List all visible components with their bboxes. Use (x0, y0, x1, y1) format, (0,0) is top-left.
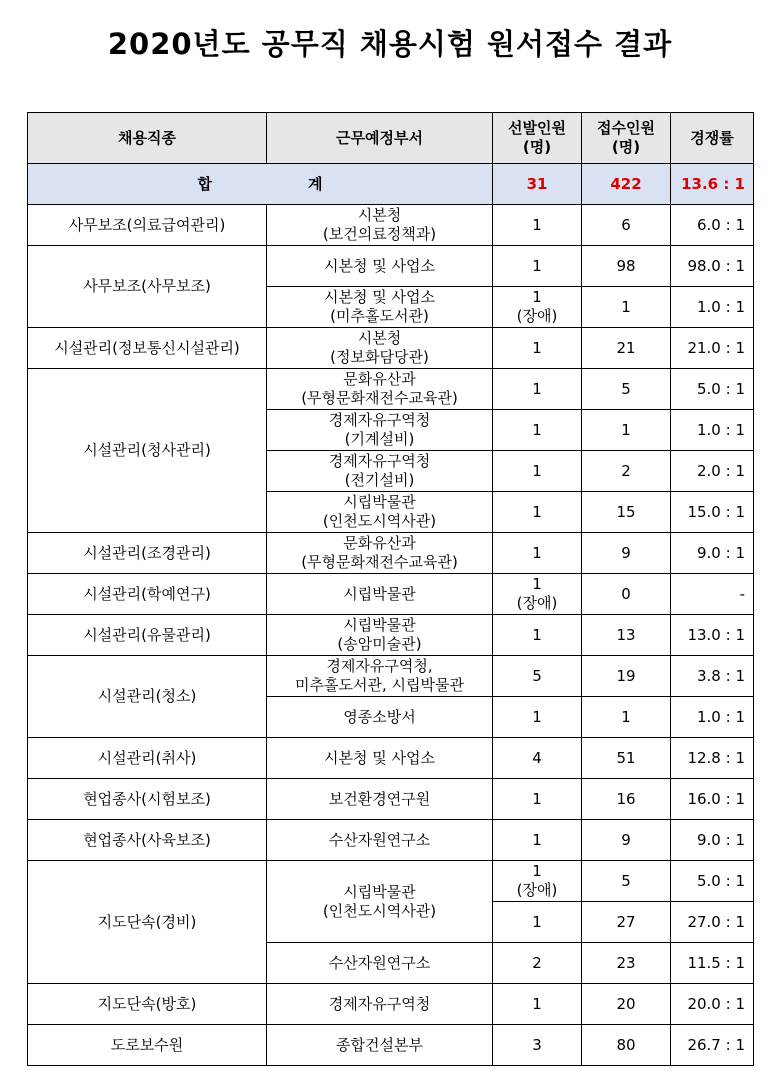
selected-cell: 1 (493, 779, 582, 820)
ratio-cell: 98.0 : 1 (671, 246, 754, 287)
dept-line1: 시립박물관 (343, 616, 416, 634)
dept-cell (267, 410, 493, 451)
header-applied-line2: (명) (611, 138, 641, 156)
ratio-cell: 1.0 : 1 (671, 410, 754, 451)
ratio-cell: 6.0 : 1 (671, 205, 754, 246)
dept-cell (267, 451, 493, 492)
job-cell: 도로보수원 (28, 1025, 267, 1066)
dept-cell (267, 492, 493, 533)
applied-cell: 98 (582, 246, 671, 287)
selected-cell: 1 (493, 205, 582, 246)
applied-cell: 0 (582, 574, 671, 615)
dept-line1: 시립박물관 (343, 882, 416, 901)
selected-cell: 1 (493, 615, 582, 656)
table-header-row (28, 113, 754, 164)
selected-cell: 1 (493, 820, 582, 861)
header-ratio: 경쟁률 (671, 113, 754, 164)
dept-cell (267, 369, 493, 410)
selected-cell: 1 (493, 246, 582, 287)
dept-line1: 시본청 (357, 206, 402, 224)
job-cell: 시설관리(취사) (28, 738, 267, 779)
selected-cell: 1 (493, 328, 582, 369)
applied-cell: 2 (582, 451, 671, 492)
ratio-cell: 9.0 : 1 (671, 820, 754, 861)
applied-cell: 27 (582, 902, 671, 943)
ratio-cell: 11.5 : 1 (671, 943, 754, 984)
ratio-cell: 1.0 : 1 (671, 287, 754, 328)
selected-cell: 1 (493, 369, 582, 410)
job-cell: 시설관리(청소) (28, 656, 267, 738)
applied-cell: 80 (582, 1025, 671, 1066)
dept-line1: 문화유산과 (343, 370, 416, 388)
table-row (28, 615, 754, 656)
header-job: 채용직종 (28, 113, 267, 164)
ratio-cell: 3.8 : 1 (671, 656, 754, 697)
table-row (28, 1025, 754, 1066)
selected-cell (493, 574, 582, 615)
dept-cell (267, 861, 493, 943)
selected-cell (493, 287, 582, 328)
ratio-cell: 16.0 : 1 (671, 779, 754, 820)
dept-line2: (송암미술관) (337, 635, 422, 653)
page-title: 2020년도 공무직 채용시험 원서접수 결과 (107, 27, 673, 61)
selected-line1: 1 (532, 288, 542, 306)
dept-line1: 시본청 (357, 329, 402, 347)
dept-line1: 문화유산과 (343, 534, 416, 552)
selected-cell (493, 861, 582, 902)
applied-cell: 9 (582, 533, 671, 574)
applied-cell: 13 (582, 615, 671, 656)
applied-cell: 20 (582, 984, 671, 1025)
applied-cell: 23 (582, 943, 671, 984)
ratio-cell: 20.0 : 1 (671, 984, 754, 1025)
total-row (28, 164, 754, 205)
ratio-cell: - (671, 574, 754, 615)
dept-cell (267, 328, 493, 369)
dept-cell (267, 533, 493, 574)
selected-line2: (장애) (516, 881, 558, 899)
dept-line1: 경제자유구역청 (328, 411, 431, 429)
dept-line2: (전기설비) (344, 471, 415, 489)
dept-cell: 수산자원연구소 (267, 820, 493, 861)
ratio-cell: 21.0 : 1 (671, 328, 754, 369)
table-row (28, 574, 754, 615)
table-row (28, 984, 754, 1025)
job-cell: 지도단속(방호) (28, 984, 267, 1025)
total-ratio: 13.6 : 1 (671, 164, 754, 205)
total-label-a: 합 (197, 174, 212, 193)
applied-cell: 51 (582, 738, 671, 779)
selected-cell: 1 (493, 984, 582, 1025)
dept-line2: (보건의료정책과) (322, 225, 437, 243)
applied-cell: 1 (582, 697, 671, 738)
dept-line2: (인천도시역사관) (322, 901, 437, 920)
total-label-b: 계 (308, 174, 323, 193)
dept-cell: 종합건설본부 (267, 1025, 493, 1066)
applied-cell: 16 (582, 779, 671, 820)
job-cell: 시설관리(유물관리) (28, 615, 267, 656)
table-row (28, 533, 754, 574)
ratio-cell: 1.0 : 1 (671, 697, 754, 738)
header-applied-line1: 접수인원 (597, 119, 655, 137)
table-row (28, 820, 754, 861)
selected-cell: 1 (493, 533, 582, 574)
job-cell: 시설관리(조경관리) (28, 533, 267, 574)
table-row (28, 369, 754, 410)
dept-cell: 시립박물관 (267, 574, 493, 615)
selected-line1: 1 (532, 862, 542, 880)
dept-cell (267, 205, 493, 246)
selected-cell: 1 (493, 410, 582, 451)
header-applied (582, 113, 671, 164)
selected-cell: 1 (493, 451, 582, 492)
dept-line2: (인천도시역사관) (322, 512, 437, 530)
ratio-cell: 26.7 : 1 (671, 1025, 754, 1066)
ratio-cell: 9.0 : 1 (671, 533, 754, 574)
applied-cell: 21 (582, 328, 671, 369)
table-row (28, 779, 754, 820)
job-cell: 시설관리(청사관리) (28, 369, 267, 533)
dept-line2: (기계설비) (344, 430, 415, 448)
selected-cell: 1 (493, 902, 582, 943)
applied-cell: 9 (582, 820, 671, 861)
ratio-cell: 27.0 : 1 (671, 902, 754, 943)
total-label (28, 164, 493, 205)
selected-cell: 1 (493, 697, 582, 738)
applied-cell: 1 (582, 287, 671, 328)
dept-cell (267, 287, 493, 328)
table-row (28, 328, 754, 369)
applied-cell: 5 (582, 369, 671, 410)
dept-line2: (정보화담당관) (330, 348, 429, 366)
ratio-cell: 12.8 : 1 (671, 738, 754, 779)
ratio-cell: 13.0 : 1 (671, 615, 754, 656)
header-selected (493, 113, 582, 164)
header-dept: 근무예정부서 (267, 113, 493, 164)
ratio-cell: 15.0 : 1 (671, 492, 754, 533)
dept-cell: 영종소방서 (267, 697, 493, 738)
table-row (28, 656, 754, 697)
applied-cell: 6 (582, 205, 671, 246)
job-cell: 현업종사(사육보조) (28, 820, 267, 861)
selected-cell: 1 (493, 492, 582, 533)
ratio-cell: 5.0 : 1 (671, 369, 754, 410)
dept-cell: 시본청 및 사업소 (267, 246, 493, 287)
ratio-cell: 2.0 : 1 (671, 451, 754, 492)
dept-cell (267, 656, 493, 697)
selected-line2: (장애) (516, 307, 558, 325)
selected-cell: 5 (493, 656, 582, 697)
dept-cell (267, 615, 493, 656)
selected-cell: 2 (493, 943, 582, 984)
dept-cell: 수산자원연구소 (267, 943, 493, 984)
dept-cell: 시본청 및 사업소 (267, 738, 493, 779)
selected-line2: (장애) (516, 594, 558, 612)
results-table (27, 112, 754, 1066)
total-selected: 31 (493, 164, 582, 205)
selected-cell: 4 (493, 738, 582, 779)
total-applied: 422 (582, 164, 671, 205)
header-selected-line2: (명) (522, 138, 552, 156)
dept-line2: (무형문화재전수교육관) (301, 389, 458, 407)
table-row (28, 861, 754, 902)
table-row (28, 205, 754, 246)
table-row (28, 738, 754, 779)
applied-cell: 15 (582, 492, 671, 533)
job-cell: 시설관리(정보통신시설관리) (28, 328, 267, 369)
job-cell: 사무보조(의료급여관리) (28, 205, 267, 246)
table-row (28, 246, 754, 287)
selected-cell: 3 (493, 1025, 582, 1066)
applied-cell: 1 (582, 410, 671, 451)
dept-line2: (미추홀도서관) (330, 307, 429, 325)
dept-line2: 미추홀도서관, 시립박물관 (295, 676, 464, 694)
dept-line1: 시립박물관 (343, 493, 416, 511)
job-cell: 지도단속(경비) (28, 861, 267, 984)
dept-cell: 보건환경연구원 (267, 779, 493, 820)
job-cell: 사무보조(사무보조) (28, 246, 267, 328)
applied-cell: 5 (582, 861, 671, 902)
dept-cell: 경제자유구역청 (267, 984, 493, 1025)
header-selected-line1: 선발인원 (508, 119, 566, 137)
job-cell: 현업종사(시험보조) (28, 779, 267, 820)
job-cell: 시설관리(학예연구) (28, 574, 267, 615)
selected-line1: 1 (532, 575, 542, 593)
dept-line1: 경제자유구역청, (326, 657, 433, 675)
dept-line1: 시본청 및 사업소 (324, 288, 435, 306)
ratio-cell: 5.0 : 1 (671, 861, 754, 902)
dept-line1: 경제자유구역청 (328, 452, 431, 470)
dept-line2: (무형문화재전수교육관) (301, 553, 458, 571)
applied-cell: 19 (582, 656, 671, 697)
